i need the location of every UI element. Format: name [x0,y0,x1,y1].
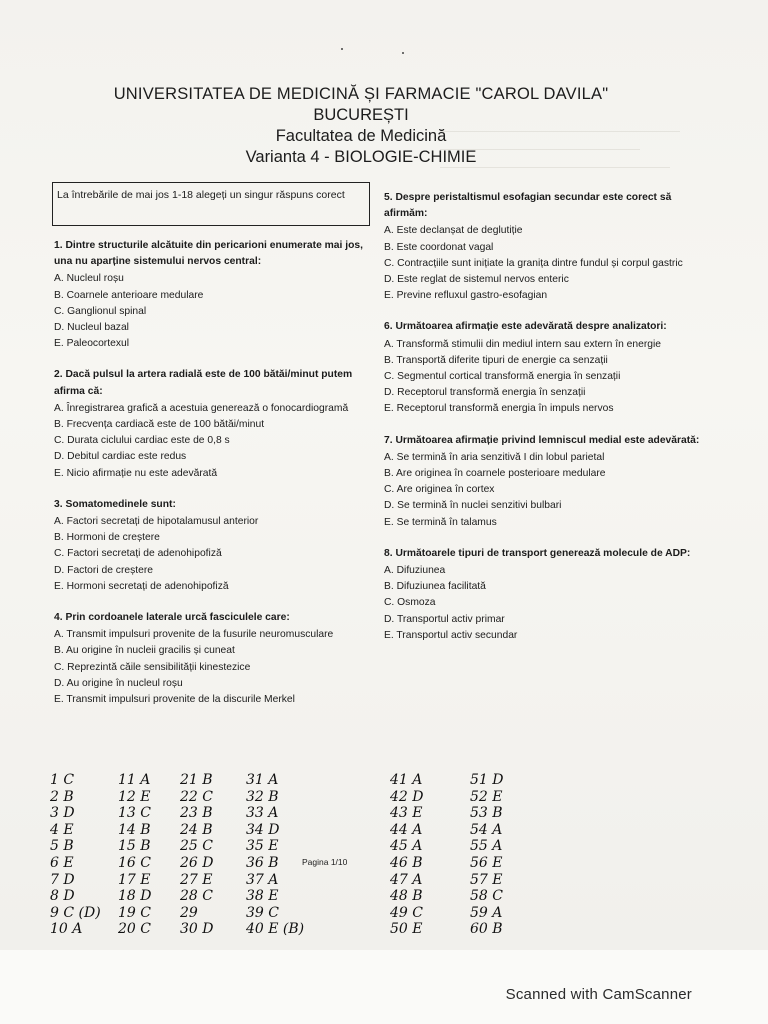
answer-option: E. Hormoni secretați de adenohipofiză [54,580,229,592]
handwritten-answer: 37 A [246,871,279,888]
handwritten-answer: 30 D [180,921,214,938]
handwritten-answer: 35 E [246,838,279,855]
handwritten-answer: 16 C [118,854,151,871]
answer-option: D. Receptorul transformă energia în senzații [384,387,586,399]
answer-option: A. Este declanșat de deglutiție [384,225,523,237]
answer-option: C. Reprezintă căile sensibilității kinestezice [54,661,251,673]
handwritten-answer: 6 E [50,854,74,871]
answer-option: B. Este coordonat vagal [384,241,494,253]
handwritten-answer: 32 B [246,788,279,805]
question-4 [54,610,372,708]
answer-option: C. Ganglionul spinal [54,305,147,317]
handwritten-answer: 26 D [180,854,214,871]
answer-option: A. Factori secretați de hipotalamusul anterior [54,516,259,528]
question-7 [384,433,714,531]
handwritten-answer: 60 B [470,921,503,938]
handwritten-answer: 58 C [470,888,503,905]
answer-option: E. Transmit impulsuri provenite de la discurile Merkel [54,694,295,706]
handwritten-answer: 27 E [180,871,213,888]
handwritten-answer: 52 E [470,788,503,805]
handwritten-answer: 41 A [390,772,423,788]
handwritten-answer: 2 B [50,788,74,805]
question-8 [384,546,714,644]
answer-option: B. Difuziunea facilitată [384,581,486,593]
handwritten-answer: 34 D [246,821,280,838]
answer-option: A. Transformă stimulii din mediul intern sau extern în energie [384,338,662,350]
scan-speck [341,48,343,50]
question-text: 2. Dacă pulsul la artera radială este de 100 bătăi/minut putem afirma că: [54,369,353,397]
question-text: 3. Somatomedinele sunt: [54,498,176,510]
answer-option: C. Contracțiile sunt inițiate la granița dintre fundul și corpul gastric [384,257,683,269]
answer-option: C. Durata ciclului cardiac este de 0,8 s [54,435,230,447]
answer-option: D. Debitul cardiac este redus [54,451,187,463]
instructions-box: La întrebările de mai jos 1-18 alegeți un singur răspuns corect [52,182,370,226]
answer-option: E. Se termină în talamus [384,516,497,528]
handwritten-answer: 10 A [50,921,83,938]
handwritten-answer: 19 C [118,904,151,921]
answer-option: D. Se termină în nuclei senzitivi bulbari [384,500,562,512]
answer-option: D. Este reglat de sistemul nervos enteric [384,274,569,286]
answer-option: D. Au origine în nucleul roșu [54,677,183,689]
handwritten-answer: 12 E [118,788,151,805]
handwritten-answer: 45 A [390,838,423,855]
handwritten-answer: 46 B [390,854,423,871]
document-header [56,84,666,168]
handwritten-answers-col1 [50,772,101,938]
handwritten-answer: 49 C [390,904,423,921]
handwritten-answer: 39 C [246,904,279,921]
handwritten-answers-col3 [180,772,214,938]
handwritten-answer: 55 A [470,838,503,855]
handwritten-answer: 36 B [246,854,279,871]
scanner-watermark: Scanned with CamScanner [505,986,692,1003]
handwritten-answers-col5 [390,772,424,938]
page-number: Pagina 1/10 [302,857,348,867]
handwritten-answer: 48 B [390,888,423,905]
question-2 [54,367,372,481]
handwritten-answer: 43 E [390,805,423,822]
answer-option: B. Transportă diferite tipuri de energie ca senzații [384,354,608,366]
handwritten-answer: 59 A [470,904,503,921]
handwritten-answer: 9 C (D) [50,904,101,921]
answer-option: C. Osmoza [384,597,436,609]
answer-option: E. Paleocortexul [54,338,129,350]
question-text: 1. Dintre structurile alcătuite din pericarioni enumerate mai jos, una nu aparține sistemului nervos central: [54,240,363,268]
answer-option: D. Nucleul bazal [54,322,129,334]
handwritten-answer: 7 D [50,871,75,888]
handwritten-answer: 42 D [390,788,424,805]
question-text: 6. Următoarea afirmație este adevărată despre analizatori: [384,321,667,333]
question-1 [54,238,372,352]
handwritten-answer: 17 E [118,871,151,888]
question-5 [384,190,714,304]
answer-option: C. Factori secretați de adenohipofiză [54,548,222,560]
question-text: 8. Următoarele tipuri de transport generează molecule de ADP: [384,547,691,559]
handwritten-answer: 38 E [246,888,279,905]
question-3 [54,497,372,595]
handwritten-answer: 33 A [246,805,279,822]
handwritten-answer: 23 B [180,805,213,822]
answer-option: B. Coarnele anterioare medulare [54,289,204,301]
handwritten-answer: 14 B [118,821,151,838]
handwritten-answers-col2 [118,772,152,938]
question-text: 4. Prin cordoanele laterale urcă fasciculele care: [54,612,290,624]
handwritten-answer: 4 E [50,821,74,838]
handwritten-answer: 40 E (B) [246,921,305,938]
city: BUCUREȘTI [313,106,409,124]
handwritten-answer: 13 C [118,805,151,822]
handwritten-answer: 25 C [180,838,213,855]
handwritten-answer: 3 D [50,805,75,822]
scan-speck [402,52,404,54]
answer-option: D. Factori de creștere [54,564,153,576]
answer-option: B. Au origine în nucleii gracilis și cuneat [54,645,235,657]
handwritten-answer: 1 C [50,772,75,788]
answer-option: A. Nucleul roșu [54,273,124,285]
answer-option: A. Difuziunea [384,565,446,577]
answer-option: E. Transportul activ secundar [384,629,518,641]
handwritten-answer: 31 A [246,772,279,788]
answer-option: A. Transmit impulsuri provenite de la fusurile neuromusculare [54,629,334,641]
handwritten-answer: 44 A [390,821,423,838]
answer-option: A. Înregistrarea grafică a acestuia generează o fonocardiogramă [54,402,349,414]
handwritten-answer: 5 B [50,838,74,855]
handwritten-answer: 11 A [118,772,151,788]
answer-option: C. Segmentul cortical transformă energia în senzații [384,371,621,383]
handwritten-answers-col6 [470,772,504,938]
question-text: 5. Despre peristaltismul esofagian secundar este corect să afirmăm: [384,192,672,220]
answer-option: A. Se termină în aria senzitivă I din lobul parietal [384,451,605,463]
questions-right-column [384,190,714,659]
question-6 [384,319,714,417]
handwritten-answer: 24 B [180,821,213,838]
handwritten-answer: 53 B [470,805,503,822]
answer-option: B. Are originea în coarnele posterioare medulare [384,468,606,480]
variant-title: Varianta 4 - BIOLOGIE-CHIMIE [245,148,477,166]
answer-option: E. Nicio afirmație nu este adevărată [54,467,218,479]
university-name: UNIVERSITATEA DE MEDICINĂ ȘI FARMACIE "CAROL DAVILA" [113,85,609,103]
answer-option: E. Receptorul transformă energia în impuls nervos [384,403,614,415]
handwritten-answer: 50 E [390,921,423,938]
handwritten-answer: 21 B [180,772,213,788]
answer-option: B. Frecvența cardiacă este de 100 bătăi/minut [54,419,265,431]
answer-option: D. Transportul activ primar [384,613,505,625]
handwritten-answer: 57 E [470,871,503,888]
handwritten-answer: 54 A [470,821,503,838]
answer-option: C. Are originea în cortex [384,484,495,496]
handwritten-answer: 29 [180,904,198,921]
handwritten-answers-col4 [246,772,304,938]
handwritten-answer: 8 D [50,888,75,905]
questions-left-column [54,238,372,723]
faculty: Facultatea de Medicină [275,127,447,145]
question-text: 7. Următoarea afirmație privind lemniscul medial este adevărată: [384,434,700,446]
handwritten-answer: 18 D [118,888,152,905]
handwritten-answer: 22 C [180,788,213,805]
answer-option: E. Previne refluxul gastro-esofagian [384,290,548,302]
answer-option: B. Hormoni de creștere [54,532,160,544]
handwritten-answer: 47 A [390,871,423,888]
handwritten-answer: 15 B [118,838,151,855]
handwritten-answer: 20 C [118,921,151,938]
handwritten-answer: 56 E [470,854,503,871]
handwritten-answer: 28 C [180,888,213,905]
handwritten-answer: 51 D [470,772,504,788]
